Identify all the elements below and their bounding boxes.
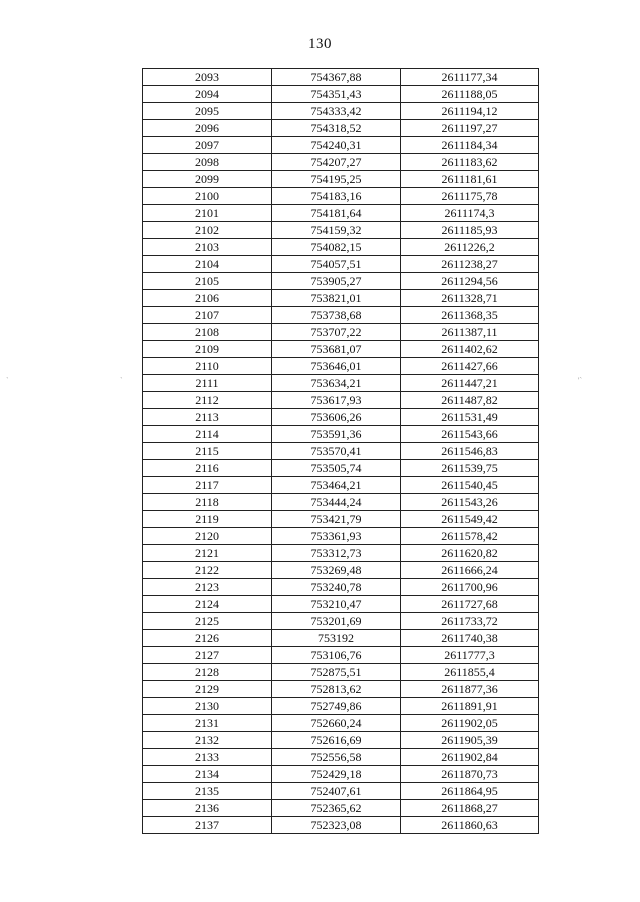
table-row <box>143 188 539 205</box>
x-coordinate-cell: 752875,51 <box>272 664 401 681</box>
y-coordinate-cell: 2611578,42 <box>401 528 539 545</box>
point-number-cell: 2116 <box>143 460 272 477</box>
table-row <box>143 613 539 630</box>
x-coordinate-cell: 753505,74 <box>272 460 401 477</box>
y-coordinate-cell: 2611197,27 <box>401 120 539 137</box>
y-coordinate-cell: 2611185,93 <box>401 222 539 239</box>
y-coordinate-cell: 2611238,27 <box>401 256 539 273</box>
y-coordinate-cell: 2611188,05 <box>401 86 539 103</box>
table-row <box>143 222 539 239</box>
y-coordinate-cell: 2611740,38 <box>401 630 539 647</box>
table-row <box>143 358 539 375</box>
x-coordinate-cell: 752616,69 <box>272 732 401 749</box>
table-row <box>143 511 539 528</box>
scan-mark-left: ` <box>6 376 9 385</box>
point-number-cell: 2114 <box>143 426 272 443</box>
point-number-cell: 2107 <box>143 307 272 324</box>
y-coordinate-cell: 2611777,3 <box>401 647 539 664</box>
y-coordinate-cell: 2611368,35 <box>401 307 539 324</box>
y-coordinate-cell: 2611700,96 <box>401 579 539 596</box>
y-coordinate-cell: 2611177,34 <box>401 69 539 86</box>
point-number-cell: 2119 <box>143 511 272 528</box>
table-row <box>143 715 539 732</box>
table-row <box>143 681 539 698</box>
x-coordinate-cell: 753905,27 <box>272 273 401 290</box>
point-number-cell: 2100 <box>143 188 272 205</box>
x-coordinate-cell: 753617,93 <box>272 392 401 409</box>
y-coordinate-cell: 2611860,63 <box>401 817 539 834</box>
x-coordinate-cell: 753738,68 <box>272 307 401 324</box>
point-number-cell: 2094 <box>143 86 272 103</box>
table-row <box>143 477 539 494</box>
point-number-cell: 2103 <box>143 239 272 256</box>
x-coordinate-cell: 753312,73 <box>272 545 401 562</box>
x-coordinate-cell: 753570,41 <box>272 443 401 460</box>
x-coordinate-cell: 753606,26 <box>272 409 401 426</box>
x-coordinate-cell: 754240,31 <box>272 137 401 154</box>
point-number-cell: 2131 <box>143 715 272 732</box>
y-coordinate-cell: 2611891,91 <box>401 698 539 715</box>
table-row <box>143 800 539 817</box>
x-coordinate-cell: 754351,43 <box>272 86 401 103</box>
y-coordinate-cell: 2611427,66 <box>401 358 539 375</box>
x-coordinate-cell: 752813,62 <box>272 681 401 698</box>
table-row <box>143 324 539 341</box>
point-number-cell: 2097 <box>143 137 272 154</box>
x-coordinate-cell: 753106,76 <box>272 647 401 664</box>
point-number-cell: 2108 <box>143 324 272 341</box>
y-coordinate-cell: 2611870,73 <box>401 766 539 783</box>
point-number-cell: 2121 <box>143 545 272 562</box>
coordinates-table-body <box>143 69 539 834</box>
point-number-cell: 2096 <box>143 120 272 137</box>
point-number-cell: 2105 <box>143 273 272 290</box>
table-row <box>143 766 539 783</box>
y-coordinate-cell: 2611543,26 <box>401 494 539 511</box>
y-coordinate-cell: 2611328,71 <box>401 290 539 307</box>
point-number-cell: 2117 <box>143 477 272 494</box>
x-coordinate-cell: 753192 <box>272 630 401 647</box>
point-number-cell: 2109 <box>143 341 272 358</box>
table-row <box>143 562 539 579</box>
scan-mark-right: '` <box>578 376 583 385</box>
table-row <box>143 545 539 562</box>
x-coordinate-cell: 753634,21 <box>272 375 401 392</box>
x-coordinate-cell: 752429,18 <box>272 766 401 783</box>
point-number-cell: 2129 <box>143 681 272 698</box>
y-coordinate-cell: 2611902,84 <box>401 749 539 766</box>
x-coordinate-cell: 754195,25 <box>272 171 401 188</box>
point-number-cell: 2110 <box>143 358 272 375</box>
y-coordinate-cell: 2611402,62 <box>401 341 539 358</box>
point-number-cell: 2102 <box>143 222 272 239</box>
point-number-cell: 2106 <box>143 290 272 307</box>
x-coordinate-cell: 752749,86 <box>272 698 401 715</box>
y-coordinate-cell: 2611902,05 <box>401 715 539 732</box>
x-coordinate-cell: 753421,79 <box>272 511 401 528</box>
y-coordinate-cell: 2611727,68 <box>401 596 539 613</box>
x-coordinate-cell: 752323,08 <box>272 817 401 834</box>
x-coordinate-cell: 754159,32 <box>272 222 401 239</box>
y-coordinate-cell: 2611184,34 <box>401 137 539 154</box>
table-row <box>143 783 539 800</box>
table-row <box>143 392 539 409</box>
table-row <box>143 443 539 460</box>
x-coordinate-cell: 753444,24 <box>272 494 401 511</box>
table-row <box>143 103 539 120</box>
y-coordinate-cell: 2611864,95 <box>401 783 539 800</box>
table-row <box>143 732 539 749</box>
x-coordinate-cell: 753821,01 <box>272 290 401 307</box>
x-coordinate-cell: 754318,52 <box>272 120 401 137</box>
point-number-cell: 2137 <box>143 817 272 834</box>
point-number-cell: 2130 <box>143 698 272 715</box>
y-coordinate-cell: 2611855,4 <box>401 664 539 681</box>
point-number-cell: 2122 <box>143 562 272 579</box>
table-row <box>143 205 539 222</box>
table-row <box>143 749 539 766</box>
point-number-cell: 2134 <box>143 766 272 783</box>
x-coordinate-cell: 752556,58 <box>272 749 401 766</box>
table-row <box>143 664 539 681</box>
x-coordinate-cell: 753646,01 <box>272 358 401 375</box>
x-coordinate-cell: 752407,61 <box>272 783 401 800</box>
y-coordinate-cell: 2611487,82 <box>401 392 539 409</box>
point-number-cell: 2123 <box>143 579 272 596</box>
x-coordinate-cell: 753240,78 <box>272 579 401 596</box>
point-number-cell: 2115 <box>143 443 272 460</box>
point-number-cell: 2133 <box>143 749 272 766</box>
y-coordinate-cell: 2611174,3 <box>401 205 539 222</box>
coordinates-table <box>142 68 539 834</box>
point-number-cell: 2113 <box>143 409 272 426</box>
x-coordinate-cell: 753361,93 <box>272 528 401 545</box>
x-coordinate-cell: 754367,88 <box>272 69 401 86</box>
x-coordinate-cell: 752660,24 <box>272 715 401 732</box>
table-row <box>143 630 539 647</box>
table-row <box>143 341 539 358</box>
table-row <box>143 375 539 392</box>
x-coordinate-cell: 754082,15 <box>272 239 401 256</box>
table-row <box>143 579 539 596</box>
x-coordinate-cell: 754207,27 <box>272 154 401 171</box>
point-number-cell: 2104 <box>143 256 272 273</box>
table-row <box>143 494 539 511</box>
y-coordinate-cell: 2611549,42 <box>401 511 539 528</box>
table-row <box>143 460 539 477</box>
y-coordinate-cell: 2611877,36 <box>401 681 539 698</box>
x-coordinate-cell: 754181,64 <box>272 205 401 222</box>
table-row <box>143 409 539 426</box>
table-row <box>143 69 539 86</box>
y-coordinate-cell: 2611733,72 <box>401 613 539 630</box>
y-coordinate-cell: 2611226,2 <box>401 239 539 256</box>
y-coordinate-cell: 2611539,75 <box>401 460 539 477</box>
table-row <box>143 290 539 307</box>
table-row <box>143 120 539 137</box>
y-coordinate-cell: 2611183,62 <box>401 154 539 171</box>
table-row <box>143 596 539 613</box>
y-coordinate-cell: 2611531,49 <box>401 409 539 426</box>
table-row <box>143 171 539 188</box>
x-coordinate-cell: 753210,47 <box>272 596 401 613</box>
y-coordinate-cell: 2611905,39 <box>401 732 539 749</box>
table-row <box>143 817 539 834</box>
x-coordinate-cell: 753269,48 <box>272 562 401 579</box>
y-coordinate-cell: 2611181,61 <box>401 171 539 188</box>
y-coordinate-cell: 2611868,27 <box>401 800 539 817</box>
x-coordinate-cell: 753707,22 <box>272 324 401 341</box>
point-number-cell: 2111 <box>143 375 272 392</box>
table-row <box>143 137 539 154</box>
point-number-cell: 2098 <box>143 154 272 171</box>
point-number-cell: 2099 <box>143 171 272 188</box>
y-coordinate-cell: 2611387,11 <box>401 324 539 341</box>
point-number-cell: 2124 <box>143 596 272 613</box>
point-number-cell: 2125 <box>143 613 272 630</box>
y-coordinate-cell: 2611666,24 <box>401 562 539 579</box>
table-row <box>143 154 539 171</box>
x-coordinate-cell: 754333,42 <box>272 103 401 120</box>
table-row <box>143 273 539 290</box>
table-row <box>143 528 539 545</box>
y-coordinate-cell: 2611294,56 <box>401 273 539 290</box>
x-coordinate-cell: 753201,69 <box>272 613 401 630</box>
x-coordinate-cell: 754057,51 <box>272 256 401 273</box>
x-coordinate-cell: 753464,21 <box>272 477 401 494</box>
table-row <box>143 647 539 664</box>
table-row <box>143 256 539 273</box>
point-number-cell: 2127 <box>143 647 272 664</box>
y-coordinate-cell: 2611194,12 <box>401 103 539 120</box>
y-coordinate-cell: 2611540,45 <box>401 477 539 494</box>
y-coordinate-cell: 2611447,21 <box>401 375 539 392</box>
x-coordinate-cell: 754183,16 <box>272 188 401 205</box>
point-number-cell: 2120 <box>143 528 272 545</box>
x-coordinate-cell: 752365,62 <box>272 800 401 817</box>
point-number-cell: 2128 <box>143 664 272 681</box>
y-coordinate-cell: 2611175,78 <box>401 188 539 205</box>
table-row <box>143 86 539 103</box>
point-number-cell: 2095 <box>143 103 272 120</box>
y-coordinate-cell: 2611543,66 <box>401 426 539 443</box>
point-number-cell: 2112 <box>143 392 272 409</box>
y-coordinate-cell: 2611620,82 <box>401 545 539 562</box>
x-coordinate-cell: 753681,07 <box>272 341 401 358</box>
point-number-cell: 2126 <box>143 630 272 647</box>
point-number-cell: 2135 <box>143 783 272 800</box>
point-number-cell: 2093 <box>143 69 272 86</box>
point-number-cell: 2136 <box>143 800 272 817</box>
point-number-cell: 2132 <box>143 732 272 749</box>
y-coordinate-cell: 2611546,83 <box>401 443 539 460</box>
x-coordinate-cell: 753591,36 <box>272 426 401 443</box>
scan-mark-inner-left: ` <box>120 376 123 385</box>
table-row <box>143 426 539 443</box>
page-number: 130 <box>308 36 332 52</box>
table-row <box>143 239 539 256</box>
point-number-cell: 2101 <box>143 205 272 222</box>
table-row <box>143 307 539 324</box>
table-row <box>143 698 539 715</box>
point-number-cell: 2118 <box>143 494 272 511</box>
